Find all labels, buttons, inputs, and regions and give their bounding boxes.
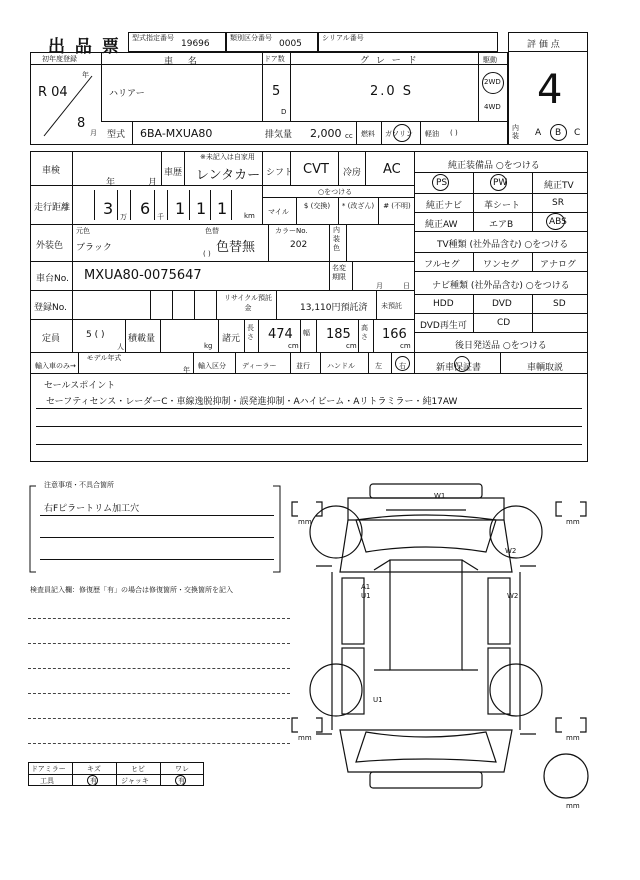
tv-analog: アナログ [540, 260, 577, 270]
mileage-digit-1: 3 [103, 199, 114, 218]
drive-2wd: 2WD [484, 78, 501, 86]
sheet-title: 出 品 票 [48, 37, 121, 57]
legend-jack: ジャッキ [121, 777, 149, 785]
equip-tv: 純正TV [544, 181, 574, 191]
steering-right: 右 [399, 362, 406, 370]
legend-break: ワレ [175, 765, 189, 773]
color-orig: ブラック [76, 243, 112, 253]
navi-cd: CD [497, 318, 511, 328]
navi-label: ナビ種類 (社外品含む) ○をつける [432, 281, 570, 291]
equip-sr: SR [552, 198, 564, 208]
name-label: 車 名 [164, 57, 203, 67]
capacity-unit: 人 [117, 343, 124, 351]
title-change-label: 名変期限 [332, 264, 346, 281]
history-value: レンタカー [196, 168, 261, 183]
shift-value: CVT [303, 162, 329, 177]
load-label: 積載量 [128, 334, 156, 344]
serial-label: シリアル番号 [322, 34, 364, 42]
later-warranty: 新車保証書 [436, 363, 482, 373]
fuel-label: 燃料 [361, 130, 375, 138]
legend-tool-circle [87, 775, 98, 786]
tv-oneseg: ワンセグ [483, 260, 520, 270]
height-label: 高さ [361, 324, 368, 341]
legend-mirror: ドアミラー [31, 765, 66, 773]
equip-leather: 革シート [484, 201, 521, 211]
sales-label: セールスポイント [44, 381, 116, 391]
mileage-digit-5: 1 [217, 199, 228, 218]
grade-value: 2.0 S [370, 84, 414, 99]
equip-ps: PS [436, 178, 448, 188]
color-change-label: 色替 [205, 227, 219, 235]
mark-u1-left: U1 [361, 592, 371, 600]
score-label: 評 価 点 [527, 40, 560, 50]
import-label: 輸入車のみ→ [35, 362, 76, 370]
model-label: 型式 [107, 130, 126, 140]
height-unit: cm [400, 342, 411, 350]
legend-jack-has: 有 [178, 777, 185, 785]
fuel-circle [393, 124, 411, 142]
color-no: 202 [290, 240, 308, 250]
tire-unit-spare: mm [566, 802, 580, 810]
tv-fullseg: フルセグ [424, 260, 460, 270]
diesel-label: 軽油 [425, 130, 439, 138]
length-label: 長さ [247, 324, 254, 341]
odo-tamper: * (改ざん) [341, 202, 375, 210]
load-unit: kg [204, 342, 213, 350]
type-number: 19696 [181, 39, 210, 49]
mark-a1: A1 [361, 583, 371, 591]
ac-value: AC [383, 162, 401, 177]
equip-pw: PW [493, 178, 508, 188]
navi-dvd: DVD [492, 299, 512, 309]
drive-label: 駆動 [483, 56, 497, 64]
mileage-digit-2: 6 [140, 199, 151, 218]
import-type-label: 輸入区分 [198, 362, 226, 370]
ac-label: 冷房 [343, 168, 362, 178]
header-title-box [30, 32, 128, 57]
type-number-box [128, 32, 226, 52]
color-paren: ( ) [203, 250, 211, 258]
length-value: 474 [268, 327, 293, 342]
width-label: 幅 [303, 329, 310, 337]
color-change: 色替無 [216, 240, 256, 255]
mileage-sen: 千 [157, 213, 164, 221]
mark-w2-right: W2 [507, 592, 519, 600]
class-number-box [226, 32, 318, 52]
sales-text: セーフティセンス・レーダーC・車線逸脱抑制・誤発進抑制・Aハイビーム・Aリトラミラー・純17AW [46, 397, 458, 407]
length-unit: cm [288, 342, 299, 350]
tire-unit-rl: mm [298, 734, 312, 742]
import-dealer: ディーラー [242, 362, 277, 370]
interior-label: 内装 [512, 124, 519, 140]
navi-dvd-play: DVD再生可 [420, 321, 467, 331]
equip-airbag: エアB [489, 220, 514, 230]
tire-unit-rr: mm [566, 734, 580, 742]
interior-grade-a: A [535, 128, 542, 138]
title-change-month: 月 [376, 282, 383, 290]
odo-unknown: # (不明) [383, 202, 411, 210]
steering-right-circle [395, 356, 410, 371]
dims-label: 諸元 [222, 334, 241, 344]
model-year-label: モデル年式 [86, 354, 122, 362]
legend-crack: ヒビ [131, 765, 145, 773]
displacement-label: 排気量 [265, 130, 293, 140]
serial-box [318, 32, 498, 52]
inspection-month: 月 [148, 178, 158, 188]
car-name: ハリアー [109, 89, 145, 99]
grade-label: グ レ ー ド [360, 56, 419, 66]
mark-w2-right-front: W2 [505, 547, 517, 555]
interior-grade-c: C [574, 128, 581, 138]
door-count: 5 [272, 84, 281, 99]
equip-abs: ABS [549, 217, 567, 227]
later-warranty-circle [454, 356, 470, 372]
later-label: 後日発送品 ○をつける [455, 341, 547, 351]
first-reg-month: 8 [77, 116, 86, 131]
fuel-value: ガソリン [385, 130, 413, 138]
inspection-year: 年 [106, 178, 116, 188]
first-reg-year: R 04 [38, 85, 68, 100]
capacity-value: 5 ( ) [86, 330, 105, 340]
equip-ps-circle [432, 174, 449, 191]
history-note: ※未記入は自家用 [200, 153, 255, 161]
car-diagram [290, 480, 590, 810]
inspection-label: 車検 [42, 166, 61, 176]
registration-label: 登録No. [34, 303, 67, 313]
title-change-day: 日 [403, 282, 410, 290]
notes-bracket [28, 484, 288, 574]
interior-color-label: 内装色 [333, 226, 340, 252]
mileage-digit-3: 1 [175, 199, 186, 218]
color-label: 外装色 [36, 241, 64, 251]
doors-label: ドア数 [264, 55, 285, 63]
model-value: 6BA-MXUA80 [140, 127, 213, 140]
score-value: 4 [537, 67, 563, 113]
legend-tool-has: 有 [90, 777, 97, 785]
equip-navi: 純正ナビ [426, 201, 463, 211]
interior-grade-b: B [555, 128, 562, 138]
chassis-value: MXUA80-0075647 [84, 268, 202, 283]
color-no-label: カラーNo. [275, 227, 308, 235]
steering-label: ハンドル [327, 362, 355, 370]
notes-text: 右Fピラートリム加工穴 [44, 504, 140, 514]
mileage-unit: km [244, 212, 255, 220]
recycle-amount: 13,110円預託済 [300, 303, 368, 313]
recycle-unpaid: 未預託 [381, 302, 402, 310]
factory-label: 純正装備品 ○をつける [448, 161, 540, 171]
mileage-digit-4: 1 [196, 199, 207, 218]
class-number-label: 類別区分番号 [230, 34, 272, 42]
mileage-man: 万 [120, 213, 127, 221]
tv-label: TV種類 (社外品含む) ○をつける [437, 240, 569, 250]
odo-mile: マイル [268, 208, 289, 216]
month-mark: 月 [90, 129, 97, 137]
mileage-label: 走行距離 [34, 203, 71, 213]
door-sub: D [281, 108, 287, 116]
displacement-value: 2,000 [310, 127, 342, 140]
history-label: 車歴 [164, 168, 183, 178]
odo-exchange: $ (交換) [303, 202, 331, 210]
recycle-label: リサイクル預託金 [223, 294, 273, 312]
import-parallel: 並行 [296, 362, 310, 370]
notes-label: 注意事項・不具合箇所 [44, 481, 114, 489]
drive-4wd: 4WD [484, 103, 501, 111]
legend-scratch: キズ [87, 765, 101, 773]
displacement-unit: cc [345, 132, 353, 140]
type-number-label: 型式指定番号 [132, 34, 174, 42]
mark-u1-rear: U1 [373, 696, 383, 704]
inspector-label: 検査員記入欄：修復歴「有」の場合は修復箇所・交換箇所を記入 [30, 586, 233, 594]
tire-unit-fr: mm [566, 518, 580, 526]
mark-w1: W1 [434, 492, 446, 500]
year-mark: 年 [82, 71, 89, 79]
width-value: 185 [326, 327, 351, 342]
steering-left: 左 [375, 362, 382, 370]
equip-aw: 純正AW [425, 220, 458, 230]
capacity-label: 定員 [42, 334, 61, 344]
legend-tool: 工具 [40, 777, 54, 785]
navi-hdd: HDD [433, 299, 454, 309]
width-unit: cm [346, 342, 357, 350]
diesel-paren: ( ) [450, 129, 458, 137]
interior-grade-b-circle [550, 124, 567, 141]
tire-unit-fl: mm [298, 518, 312, 526]
model-year-unit: 年 [183, 366, 190, 374]
height-value: 166 [382, 327, 407, 342]
later-manual: 車輌取説 [527, 363, 564, 373]
odo-note: ○をつける [318, 188, 353, 196]
chassis-label: 車台No. [36, 274, 69, 284]
equip-abs-circle [546, 213, 565, 230]
shift-label: シフト [266, 168, 294, 178]
legend-jack-circle [175, 775, 186, 786]
color-orig-label: 元色 [76, 227, 90, 235]
equip-pw-circle [490, 174, 507, 191]
class-number: 0005 [279, 39, 302, 49]
first-reg-label: 初年度登録 [42, 55, 77, 63]
navi-sd: SD [553, 299, 566, 309]
